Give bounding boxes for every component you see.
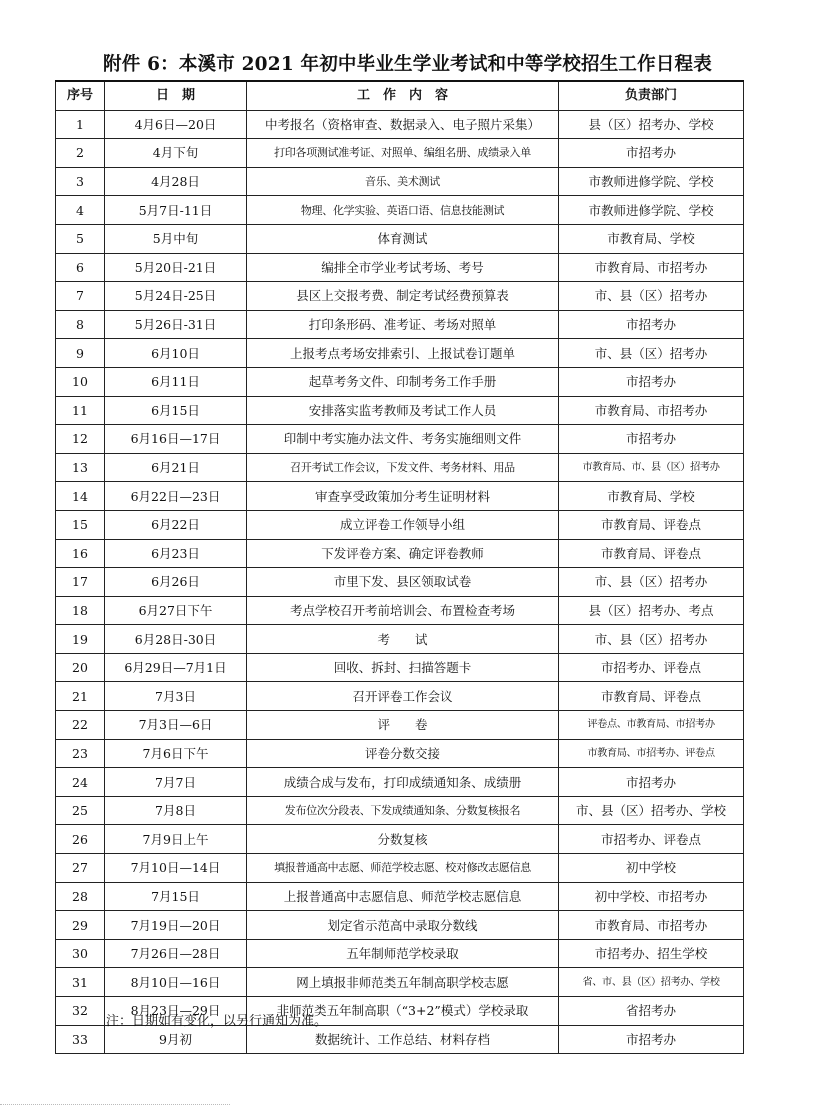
cell-content: 考点学校召开考前培训会、布置检查考场 bbox=[247, 596, 559, 625]
cell-date: 6月21日 bbox=[105, 453, 247, 482]
table-row bbox=[56, 396, 744, 425]
table-row bbox=[56, 625, 744, 654]
cell-content: 下发评卷方案、确定评卷教师 bbox=[247, 539, 559, 568]
cell-content: 安排落实监考教师及考试工作人员 bbox=[247, 396, 559, 425]
cell-date: 7月26日—28日 bbox=[105, 939, 247, 968]
table-row bbox=[56, 911, 744, 940]
cell-dept: 市教育局、学校 bbox=[559, 224, 744, 253]
cell-no: 2 bbox=[56, 139, 105, 168]
cell-dept: 市教师进修学院、学校 bbox=[559, 167, 744, 196]
cell-dept: 市教育局、市招考办 bbox=[559, 253, 744, 282]
cell-dept: 市招考办 bbox=[559, 310, 744, 339]
cell-date: 4月6日—20日 bbox=[105, 110, 247, 139]
cell-dept: 市招考办 bbox=[559, 425, 744, 454]
cell-dept: 省招考办 bbox=[559, 997, 744, 1026]
cell-no: 12 bbox=[56, 425, 105, 454]
table-row bbox=[56, 310, 744, 339]
cell-no: 25 bbox=[56, 796, 105, 825]
cell-date: 6月22日 bbox=[105, 510, 247, 539]
cell-no: 17 bbox=[56, 568, 105, 597]
cell-content: 填报普通高中志愿、师范学校志愿、校对修改志愿信息 bbox=[247, 854, 559, 883]
table-row bbox=[56, 453, 744, 482]
table-row bbox=[56, 596, 744, 625]
table-row bbox=[56, 882, 744, 911]
cell-no: 14 bbox=[56, 482, 105, 511]
cell-date: 6月29日—7月1日 bbox=[105, 653, 247, 682]
cell-content: 中考报名（资格审查、数据录入、电子照片采集） bbox=[247, 110, 559, 139]
cell-date: 4月下旬 bbox=[105, 139, 247, 168]
cell-date: 5月20日-21日 bbox=[105, 253, 247, 282]
cell-content: 划定省示范高中录取分数线 bbox=[247, 911, 559, 940]
cell-dept: 市教育局、市招考办 bbox=[559, 396, 744, 425]
cell-no: 9 bbox=[56, 339, 105, 368]
cell-dept: 市招考办 bbox=[559, 367, 744, 396]
cell-date: 8月23日—29日 bbox=[105, 997, 247, 1026]
cell-content: 五年制师范学校录取 bbox=[247, 939, 559, 968]
cell-dept: 市招考办、评卷点 bbox=[559, 653, 744, 682]
table-row bbox=[56, 739, 744, 768]
cell-content: 打印条形码、准考证、考场对照单 bbox=[247, 310, 559, 339]
table-row bbox=[56, 939, 744, 968]
cell-content: 县区上交报考费、制定考试经费预算表 bbox=[247, 282, 559, 311]
cell-date: 7月15日 bbox=[105, 882, 247, 911]
cell-dept: 市、县（区）招考办 bbox=[559, 339, 744, 368]
table-row bbox=[56, 653, 744, 682]
cell-no: 30 bbox=[56, 939, 105, 968]
footnote: 注：日期如有变化，以另行通知为准。 bbox=[106, 1014, 328, 1029]
cell-dept: 市、县（区）招考办 bbox=[559, 625, 744, 654]
cell-no: 23 bbox=[56, 739, 105, 768]
cell-content: 物理、化学实验、英语口语、信息技能测试 bbox=[247, 196, 559, 225]
cell-date: 7月3日 bbox=[105, 682, 247, 711]
cell-dept: 初中学校、市招考办 bbox=[559, 882, 744, 911]
table-row bbox=[56, 711, 744, 740]
cell-date: 6月27日下午 bbox=[105, 596, 247, 625]
table-row bbox=[56, 768, 744, 797]
table-row bbox=[56, 224, 744, 253]
cell-content: 印制中考实施办法文件、考务实施细则文件 bbox=[247, 425, 559, 454]
column-header-dept: 负责部门 bbox=[559, 81, 744, 110]
table-row bbox=[56, 425, 744, 454]
cell-no: 11 bbox=[56, 396, 105, 425]
cell-dept: 市招考办 bbox=[559, 768, 744, 797]
cell-no: 27 bbox=[56, 854, 105, 883]
cell-date: 7月19日—20日 bbox=[105, 911, 247, 940]
column-header-content: 工 作 内 容 bbox=[247, 81, 559, 110]
cell-date: 7月3日—6日 bbox=[105, 711, 247, 740]
cell-dept: 市教育局、评卷点 bbox=[559, 682, 744, 711]
cell-content: 编排全市学业考试考场、考号 bbox=[247, 253, 559, 282]
cell-content: 成绩合成与发布，打印成绩通知条、成绩册 bbox=[247, 768, 559, 797]
table-row bbox=[56, 825, 744, 854]
cell-no: 32 bbox=[56, 997, 105, 1026]
cell-content: 数据统计、工作总结、材料存档 bbox=[247, 1025, 559, 1054]
cell-dept: 市招考办 bbox=[559, 1025, 744, 1054]
page-edge-divider bbox=[0, 1104, 230, 1105]
cell-dept: 市招考办 bbox=[559, 139, 744, 168]
cell-content: 分数复核 bbox=[247, 825, 559, 854]
cell-content: 网上填报非师范类五年制高职学校志愿 bbox=[247, 968, 559, 997]
schedule-table bbox=[55, 80, 744, 1054]
table-header-row bbox=[56, 81, 744, 110]
cell-dept: 市、县（区）招考办 bbox=[559, 568, 744, 597]
cell-no: 5 bbox=[56, 224, 105, 253]
cell-no: 13 bbox=[56, 453, 105, 482]
cell-dept: 市教师进修学院、学校 bbox=[559, 196, 744, 225]
cell-dept: 省、市、县（区）招考办、学校 bbox=[559, 968, 744, 997]
table-row bbox=[56, 539, 744, 568]
cell-no: 29 bbox=[56, 911, 105, 940]
cell-no: 6 bbox=[56, 253, 105, 282]
cell-no: 21 bbox=[56, 682, 105, 711]
cell-content: 回收、拆封、扫描答题卡 bbox=[247, 653, 559, 682]
table-row bbox=[56, 568, 744, 597]
cell-no: 33 bbox=[56, 1025, 105, 1054]
table-row bbox=[56, 510, 744, 539]
cell-dept: 市教育局、市、县（区）招考办 bbox=[559, 453, 744, 482]
cell-no: 4 bbox=[56, 196, 105, 225]
cell-no: 28 bbox=[56, 882, 105, 911]
cell-date: 9月初 bbox=[105, 1025, 247, 1054]
cell-dept: 市招考办、评卷点 bbox=[559, 825, 744, 854]
cell-no: 16 bbox=[56, 539, 105, 568]
cell-dept: 市、县（区）招考办 bbox=[559, 282, 744, 311]
cell-content: 审查享受政策加分考生证明材料 bbox=[247, 482, 559, 511]
cell-dept: 评卷点、市教育局、市招考办 bbox=[559, 711, 744, 740]
cell-date: 6月10日 bbox=[105, 339, 247, 368]
cell-date: 5月中旬 bbox=[105, 224, 247, 253]
cell-date: 6月15日 bbox=[105, 396, 247, 425]
cell-dept: 市教育局、市招考办、评卷点 bbox=[559, 739, 744, 768]
table-row bbox=[56, 796, 744, 825]
cell-no: 19 bbox=[56, 625, 105, 654]
column-header-no: 序号 bbox=[56, 81, 105, 110]
cell-dept: 县（区）招考办、学校 bbox=[559, 110, 744, 139]
cell-date: 6月16日—17日 bbox=[105, 425, 247, 454]
table-row bbox=[56, 167, 744, 196]
cell-no: 31 bbox=[56, 968, 105, 997]
cell-dept: 市、县（区）招考办、学校 bbox=[559, 796, 744, 825]
cell-date: 4月28日 bbox=[105, 167, 247, 196]
cell-date: 7月9日上午 bbox=[105, 825, 247, 854]
cell-content: 发布位次分段表、下发成绩通知条、分数复核报名 bbox=[247, 796, 559, 825]
cell-dept: 市教育局、学校 bbox=[559, 482, 744, 511]
table-row bbox=[56, 682, 744, 711]
cell-date: 6月26日 bbox=[105, 568, 247, 597]
cell-date: 6月22日—23日 bbox=[105, 482, 247, 511]
cell-dept: 县（区）招考办、考点 bbox=[559, 596, 744, 625]
cell-no: 22 bbox=[56, 711, 105, 740]
cell-no: 7 bbox=[56, 282, 105, 311]
column-header-date: 日 期 bbox=[105, 81, 247, 110]
cell-content: 评卷分数交接 bbox=[247, 739, 559, 768]
page-title: 附件 6：本溪市 2021 年初中毕业生学业考试和中等学校招生工作日程表 bbox=[103, 54, 712, 75]
cell-dept: 市教育局、评卷点 bbox=[559, 510, 744, 539]
cell-date: 6月23日 bbox=[105, 539, 247, 568]
cell-content: 音乐、美术测试 bbox=[247, 167, 559, 196]
cell-content: 非师范类五年制高职（“3+2”模式）学校录取 bbox=[247, 997, 559, 1026]
cell-date: 5月7日-11日 bbox=[105, 196, 247, 225]
cell-dept: 市教育局、评卷点 bbox=[559, 539, 744, 568]
table-row bbox=[56, 968, 744, 997]
cell-date: 7月8日 bbox=[105, 796, 247, 825]
cell-content: 体育测试 bbox=[247, 224, 559, 253]
cell-content: 上报普通高中志愿信息、师范学校志愿信息 bbox=[247, 882, 559, 911]
cell-no: 26 bbox=[56, 825, 105, 854]
table-row bbox=[56, 482, 744, 511]
cell-no: 20 bbox=[56, 653, 105, 682]
cell-no: 3 bbox=[56, 167, 105, 196]
cell-content: 召开评卷工作会议 bbox=[247, 682, 559, 711]
cell-no: 24 bbox=[56, 768, 105, 797]
table-row bbox=[56, 253, 744, 282]
table-row bbox=[56, 367, 744, 396]
cell-content: 评 卷 bbox=[247, 711, 559, 740]
cell-date: 6月28日-30日 bbox=[105, 625, 247, 654]
cell-date: 6月11日 bbox=[105, 367, 247, 396]
cell-date: 7月10日—14日 bbox=[105, 854, 247, 883]
table-row bbox=[56, 110, 744, 139]
cell-dept: 初中学校 bbox=[559, 854, 744, 883]
cell-content: 起草考务文件、印制考务工作手册 bbox=[247, 367, 559, 396]
cell-date: 7月6日下午 bbox=[105, 739, 247, 768]
cell-no: 15 bbox=[56, 510, 105, 539]
cell-dept: 市教育局、市招考办 bbox=[559, 911, 744, 940]
cell-no: 1 bbox=[56, 110, 105, 139]
table-row bbox=[56, 139, 744, 168]
table-row bbox=[56, 1025, 744, 1054]
table-row bbox=[56, 196, 744, 225]
cell-date: 7月7日 bbox=[105, 768, 247, 797]
table-row bbox=[56, 282, 744, 311]
cell-content: 市里下发、县区领取试卷 bbox=[247, 568, 559, 597]
cell-content: 上报考点考场安排索引、上报试卷订题单 bbox=[247, 339, 559, 368]
cell-date: 8月10日—16日 bbox=[105, 968, 247, 997]
cell-content: 考 试 bbox=[247, 625, 559, 654]
cell-no: 8 bbox=[56, 310, 105, 339]
cell-date: 5月24日-25日 bbox=[105, 282, 247, 311]
cell-no: 10 bbox=[56, 367, 105, 396]
cell-dept: 市招考办、招生学校 bbox=[559, 939, 744, 968]
table-row bbox=[56, 339, 744, 368]
cell-content: 成立评卷工作领导小组 bbox=[247, 510, 559, 539]
cell-content: 召开考试工作会议，下发文件、考务材料、用品 bbox=[247, 453, 559, 482]
cell-no: 18 bbox=[56, 596, 105, 625]
cell-content: 打印各项测试准考证、对照单、编组名册、成绩录入单 bbox=[247, 139, 559, 168]
table-row bbox=[56, 854, 744, 883]
cell-date: 5月26日-31日 bbox=[105, 310, 247, 339]
